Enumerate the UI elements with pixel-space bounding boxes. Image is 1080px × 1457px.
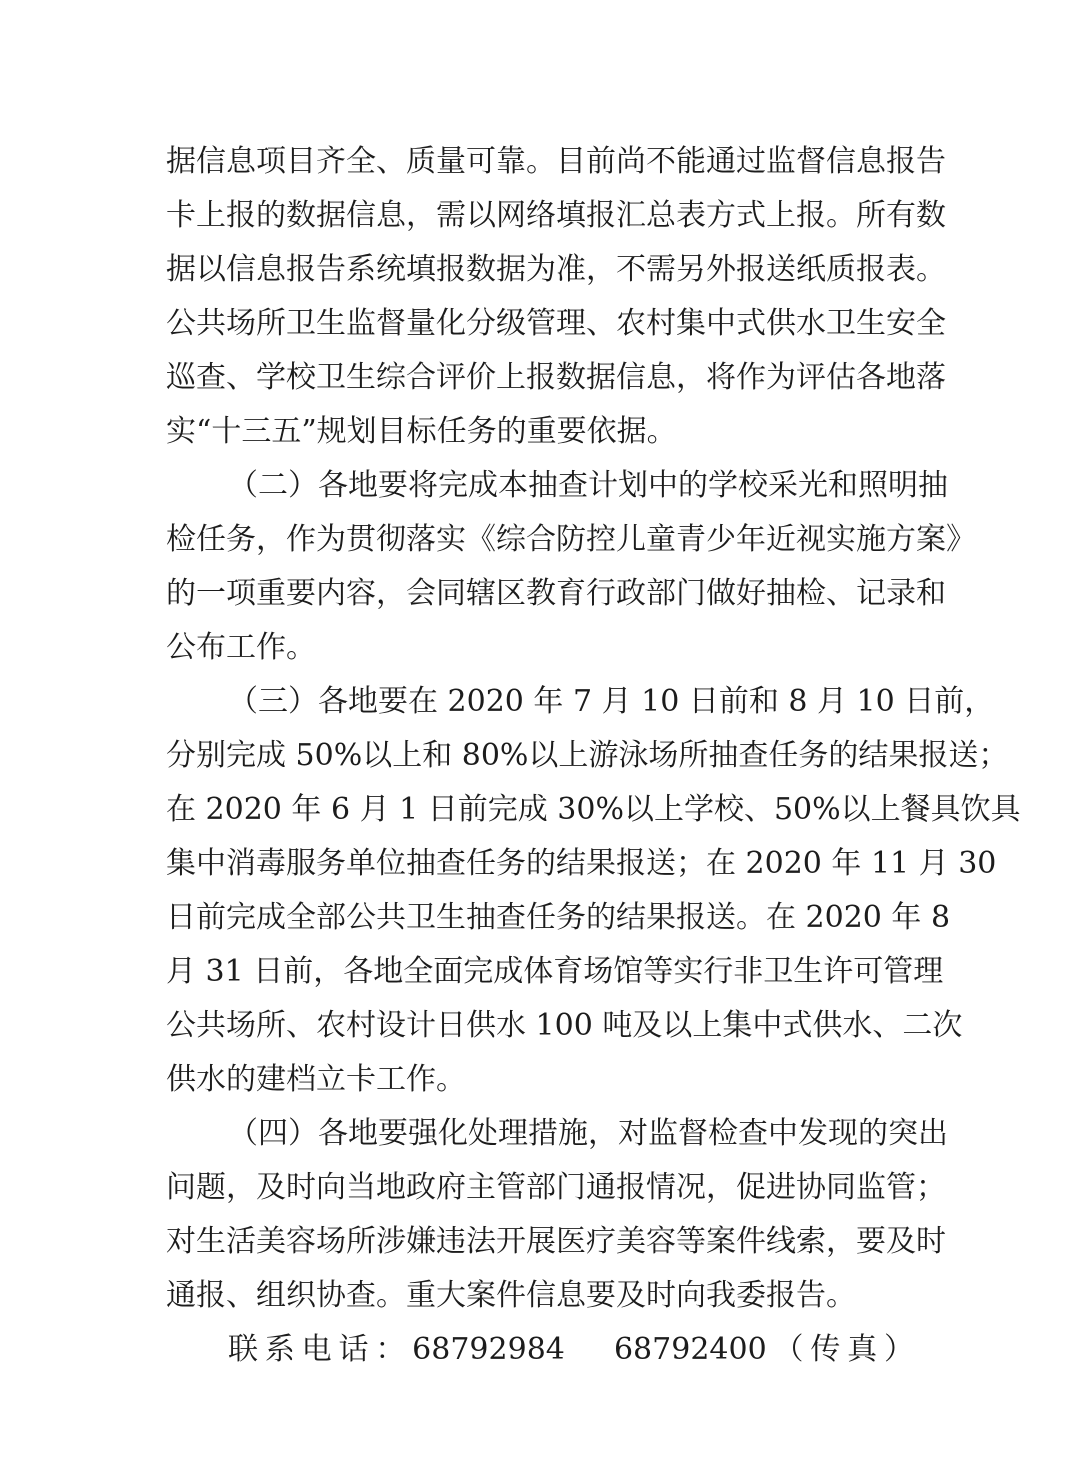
paragraph-four-start: （四）各地要强化处理措施，对监督检查中发现的突出 (228, 1116, 948, 1151)
text-line: 据以信息报告系统填报数据为准，不需另外报送纸质报表。 (166, 252, 946, 287)
text-line: 集中消毒服务单位抽查任务的结果报送；在 2020 年 11 月 30 (166, 846, 997, 881)
text-line: 检任务，作为贯彻落实《综合防控儿童青少年近视实施方案》 (166, 522, 976, 557)
text-line: 分别完成 50%以上和 80%以上游泳场所抽查任务的结果报送； (166, 738, 1009, 773)
text-line: 实“十三五”规划目标任务的重要依据。 (166, 414, 677, 449)
text-line: 公布工作。 (166, 630, 316, 665)
text-line: 日前完成全部公共卫生抽查任务的结果报送。在 2020 年 8 (166, 900, 951, 935)
text-line: 对生活美容场所涉嫌违法开展医疗美容等案件线索，要及时 (166, 1224, 946, 1259)
paragraph-two-start: （二）各地要将完成本抽查计划中的学校采光和照明抽 (228, 468, 948, 503)
text-line: 在 2020 年 6 月 1 日前完成 30%以上学校、50%以上餐具饮具 (166, 792, 1021, 827)
contact-phone: 联系电话：68792984 68792400（传真） (228, 1332, 914, 1367)
text-line: 公共场所卫生监督量化分级管理、农村集中式供水卫生安全 (166, 306, 946, 341)
paragraph-three-start: （三）各地要在 2020 年 7 月 10 日前和 8 月 10 日前， (228, 684, 995, 719)
text-line: 据信息项目齐全、质量可靠。目前尚不能通过监督信息报告 (166, 144, 946, 179)
text-line: 供水的建档立卡工作。 (166, 1062, 466, 1097)
text-line: 的一项重要内容，会同辖区教育行政部门做好抽检、记录和 (166, 576, 946, 611)
text-line: 月 31 日前，各地全面完成体育场馆等实行非卫生许可管理 (166, 954, 944, 989)
text-line: 通报、组织协查。重大案件信息要及时向我委报告。 (166, 1278, 856, 1313)
text-line: 卡上报的数据信息，需以网络填报汇总表方式上报。所有数 (166, 198, 946, 233)
text-line: 问题，及时向当地政府主管部门通报情况，促进协同监管； (166, 1170, 946, 1205)
text-line: 公共场所、农村设计日供水 100 吨及以上集中式供水、二次 (166, 1008, 963, 1043)
text-line: 巡查、学校卫生综合评价上报数据信息，将作为评估各地落 (166, 360, 946, 395)
